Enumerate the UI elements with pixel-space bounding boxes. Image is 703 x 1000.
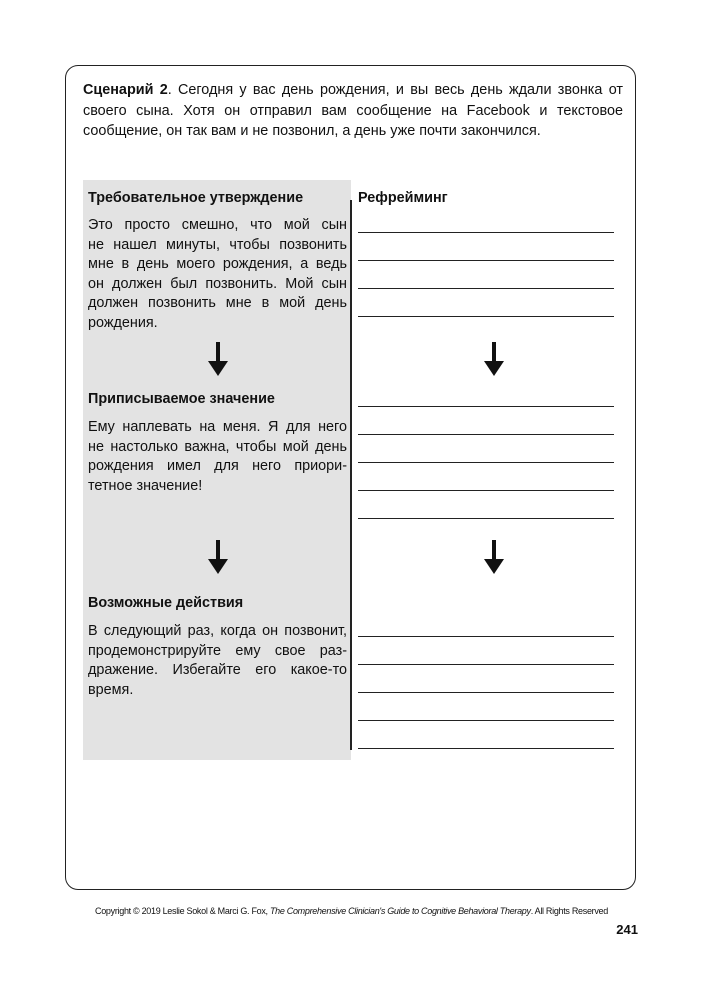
reframing-heading: Рефрейминг — [358, 190, 448, 206]
actions-line: дражение. Избегайте его какое-то — [88, 662, 347, 679]
meaning-line: Ему наплевать на меня. Я для него — [88, 419, 347, 435]
reframing-answer-line[interactable] — [358, 288, 614, 289]
actions-text — [88, 622, 347, 700]
meaning-line: рождения имел для него приори- — [88, 458, 347, 475]
assertion-line: он должен был позвонить. Мой сын — [88, 275, 347, 292]
reframing-answer-line[interactable] — [358, 260, 614, 261]
assertion-line: рождения. — [88, 314, 158, 331]
reframing-answer-line[interactable] — [358, 692, 614, 693]
actions-line: В следующий раз, когда он позвонит, — [88, 623, 347, 639]
copyright-notice — [0, 906, 703, 916]
scenario-description — [83, 80, 623, 142]
reframing-answer-line[interactable] — [358, 462, 614, 463]
scenario-label: Сценарий 2 — [83, 82, 168, 98]
book-title: The Comprehensive Clinician's Guide to Cognitive Behavioral Therapy — [269, 906, 531, 916]
actions-line: время. — [88, 681, 134, 698]
arrow-down-icon — [207, 342, 229, 376]
reframing-answer-line[interactable] — [358, 518, 614, 519]
assertion-heading: Требовательное утверждение — [88, 190, 304, 206]
meaning-line: тетное значение! — [88, 477, 203, 494]
reframing-answer-line[interactable] — [358, 490, 614, 491]
reframing-answer-line[interactable] — [358, 316, 614, 317]
meaning-text — [88, 418, 347, 496]
arrow-down-icon — [483, 342, 505, 376]
actions-line: продемонстрируйте ему свое раз- — [88, 642, 347, 659]
copyright-prefix: Copyright © 2019 Leslie Sokol & Marci G. Fox, — [95, 906, 270, 916]
assertion-text — [88, 216, 347, 334]
page-number: 241 — [616, 922, 638, 937]
column-divider — [350, 200, 352, 750]
assertion-line: должен позвонить мне в мой день — [88, 295, 347, 312]
reframing-answer-line[interactable] — [358, 636, 614, 637]
meaning-line: не настолько важна, чтобы мой день — [88, 438, 347, 455]
reframing-answer-line[interactable] — [358, 232, 614, 233]
copyright-suffix: . All Rights Reserved — [530, 906, 608, 916]
arrow-down-icon — [483, 540, 505, 574]
reframing-answer-line[interactable] — [358, 406, 614, 407]
reframing-answer-line[interactable] — [358, 748, 614, 749]
actions-heading: Возможные действия — [88, 595, 244, 611]
assertion-line: Это просто смешно, что мой сын — [88, 217, 347, 233]
meaning-heading: Приписываемое значение — [88, 391, 275, 407]
assertion-line: не нашел минуты, чтобы позвонить — [88, 236, 347, 253]
assertion-line: мне в день моего рождения, а ведь — [88, 256, 347, 273]
scenario-text: . Сегодня у вас день рождения, и вы весь день ждали звонка от своего сына. Хотя он отправил вам сообщение на Facebook и текстовое сообщение, он так вам и не позвонил, а день уже почти закончился. — [83, 82, 623, 139]
arrow-down-icon — [207, 540, 229, 574]
reframing-answer-line[interactable] — [358, 664, 614, 665]
reframing-answer-line[interactable] — [358, 434, 614, 435]
reframing-answer-line[interactable] — [358, 720, 614, 721]
